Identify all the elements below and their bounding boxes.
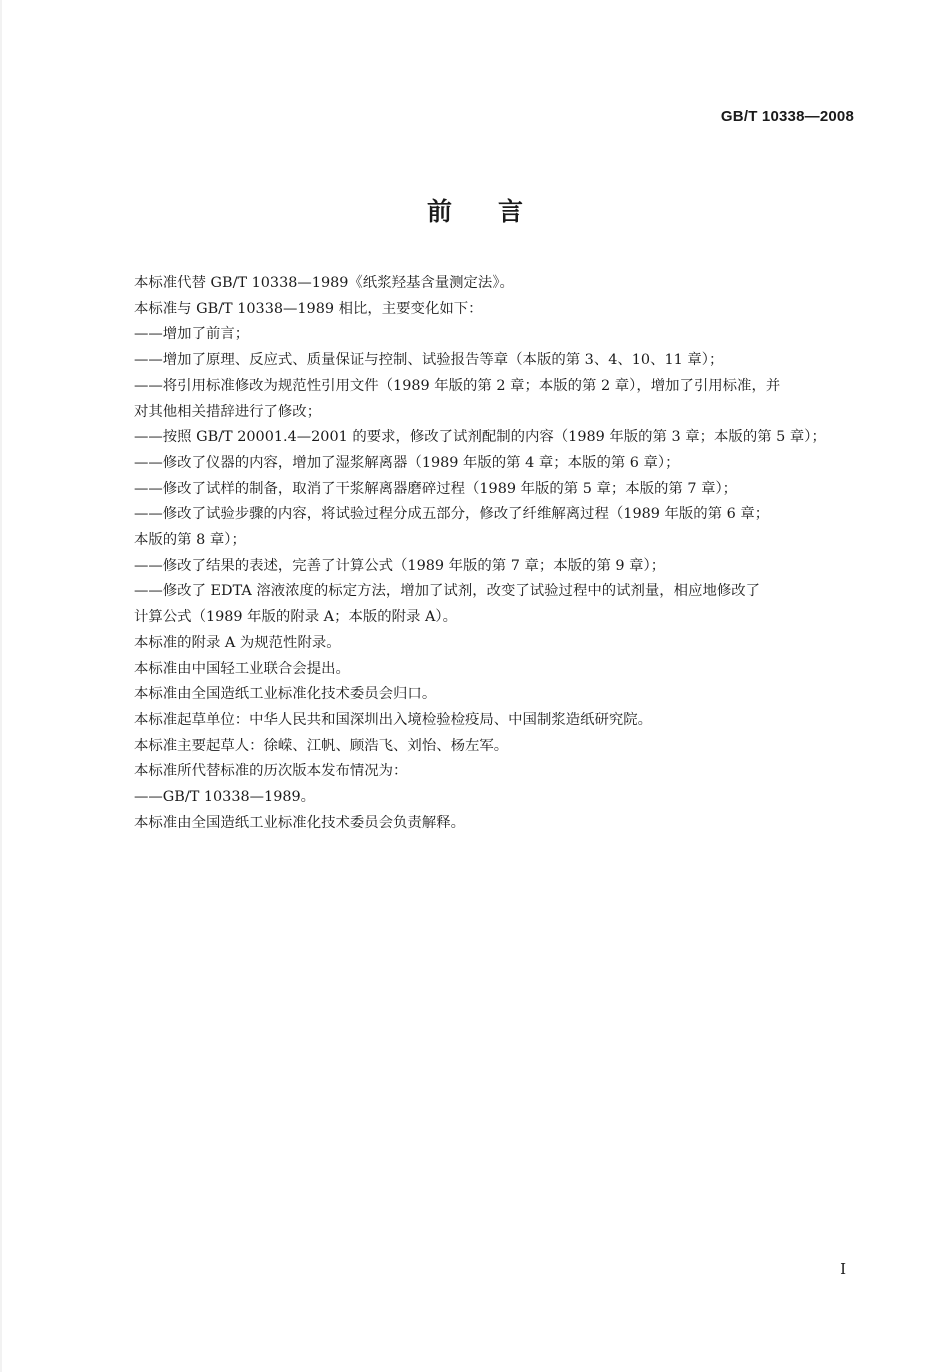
- change-item-line: ——增加了前言；: [134, 326, 250, 343]
- change-item-line-continued: 对其他相关措辞进行了修改；: [134, 403, 322, 420]
- change-item-line: ——修改了仪器的内容，增加了湿浆解离器（1989 年版的第 4 章；本版的第 6 章）；: [134, 454, 680, 471]
- paragraph-history-intro: 本标准所代替标准的历次版本发布情况为：: [134, 763, 408, 780]
- change-item-line: ——按照 GB/T 20001.4—2001 的要求，修改了试剂配制的内容（1989 年版的第 3 章；本版的第 5 章）；: [134, 429, 826, 446]
- change-item-line: ——修改了结果的表述，完善了计算公式（1989 年版的第 7 章；本版的第 9 章）；: [134, 557, 666, 574]
- standard-number: GB/T 10338—2008: [720, 108, 854, 125]
- change-item: [134, 348, 864, 374]
- paragraph-interpretation: 本标准由全国造纸工业标准化技术委员会负责解释。: [134, 814, 465, 831]
- paragraph-changes-intro: 本标准与 GB/T 10338—1989 相比，主要变化如下：: [134, 300, 483, 317]
- paragraph-responsible-committee: 本标准由全国造纸工业标准化技术委员会归口。: [134, 686, 437, 703]
- change-item: [134, 374, 864, 425]
- paragraph-drafters: 本标准主要起草人：徐嵘、江帆、顾浩飞、刘怡、杨左军。: [134, 737, 509, 754]
- change-item: [134, 425, 864, 451]
- change-item: [134, 477, 864, 503]
- paragraph-replaces: 本标准代替 GB/T 10338—1989《纸浆羟基含量测定法》。: [134, 275, 514, 291]
- paragraph-proposer: 本标准由中国轻工业联合会提出。: [134, 660, 350, 677]
- change-item-line: ——修改了 EDTA 溶液浓度的标定方法，增加了试剂，改变了试验过程中的试剂量，相应地修改了: [134, 583, 761, 600]
- foreword-body: [134, 271, 864, 836]
- page-title: 前言: [426, 197, 569, 226]
- change-item-line: ——将引用标准修改为规范性引用文件（1989 年版的第 2 章；本版的第 2 章），增加了引用标准，并: [134, 377, 781, 394]
- change-item: [134, 502, 864, 553]
- change-item-line-continued: 本版的第 8 章）；: [134, 532, 246, 549]
- paragraph-annex: 本标准的附录 A 为规范性附录。: [134, 634, 341, 651]
- page-number: I: [840, 1260, 846, 1278]
- change-item-line: ——修改了试验步骤的内容，将试验过程分成五部分，修改了纤维解离过程（1989 年版的第 6 章；: [134, 506, 770, 523]
- change-item-line-continued: 计算公式（1989 年版的附录 A；本版的附录 A）。: [134, 609, 457, 626]
- change-item: [134, 451, 864, 477]
- change-item-line: ——增加了原理、反应式、质量保证与控制、试验报告等章（本版的第 3、4、10、11 章）；: [134, 352, 724, 369]
- change-item-line: ——修改了试样的制备，取消了干浆解离器磨碎过程（1989 年版的第 5 章；本版的第 7 章）；: [134, 480, 738, 497]
- change-item: [134, 579, 864, 630]
- paragraph-drafting-units: 本标准起草单位：中华人民共和国深圳出入境检验检疫局、中国制浆造纸研究院。: [134, 711, 653, 728]
- history-item: ——GB/T 10338—1989。: [134, 789, 316, 806]
- change-item: [134, 322, 864, 348]
- change-item: [134, 554, 864, 580]
